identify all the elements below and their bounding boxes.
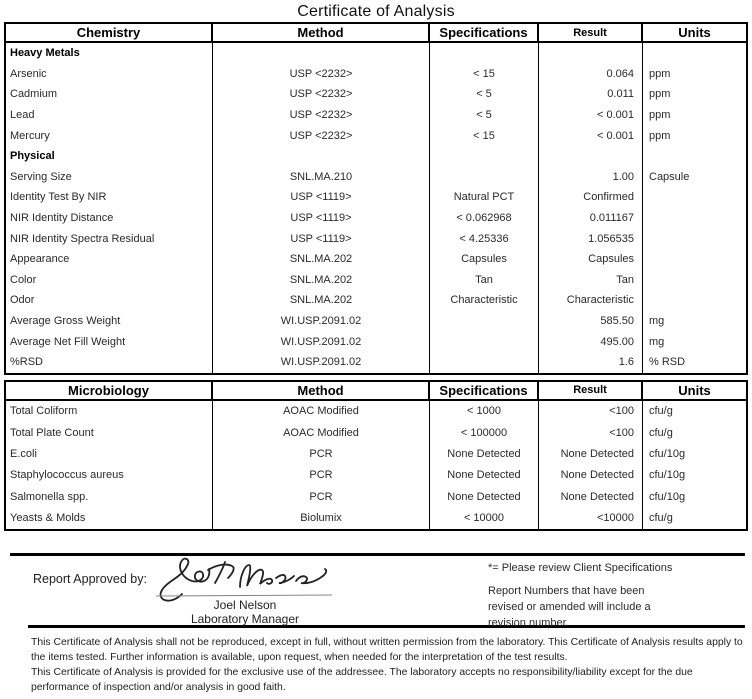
cell-unit: Capsule xyxy=(649,170,690,183)
section-row xyxy=(6,43,746,64)
revision-note: Report Numbers that have been revised or amended will include a revision number. xyxy=(488,584,651,629)
cell-spec: < 1000 xyxy=(430,401,539,422)
cell-method: WI.USP.2091.02 xyxy=(213,352,430,373)
cell-name: Lead xyxy=(6,105,213,126)
table-row xyxy=(6,84,746,105)
approval-section xyxy=(0,556,752,629)
cell-method: AOAC Modified xyxy=(213,401,430,422)
header-units: Units xyxy=(678,25,711,40)
cell-method: USP <1119> xyxy=(213,208,430,229)
report-approved-by-label: Report Approved by: xyxy=(33,571,147,586)
cell-name: Serving Size xyxy=(6,167,213,188)
cell-method xyxy=(213,146,430,167)
cell-method: SNL.MA.202 xyxy=(213,290,430,311)
microbiology-table xyxy=(4,380,748,531)
cell-spec: < 15 xyxy=(430,125,539,146)
cell-unit: ppm xyxy=(649,67,671,80)
table-row xyxy=(6,249,746,270)
cell-spec: None Detected xyxy=(430,443,539,464)
cell-name: Odor xyxy=(6,290,213,311)
table-row xyxy=(6,167,746,188)
table-row xyxy=(6,507,746,528)
cell-name: %RSD xyxy=(6,352,213,373)
cell-name: Appearance xyxy=(6,249,213,270)
cell-result: 0.011 xyxy=(539,84,643,105)
cell-result: < 0.001 xyxy=(539,105,643,126)
table-row xyxy=(6,352,746,373)
cell-method: USP <1119> xyxy=(213,228,430,249)
cell-result: < 0.001 xyxy=(539,125,643,146)
cell-unit xyxy=(643,270,746,291)
cell-result xyxy=(539,43,643,64)
cell-result: 1.6 xyxy=(539,352,643,373)
header-specifications: Specifications xyxy=(430,382,539,399)
footer-disclaimer xyxy=(0,628,752,696)
cell-name: Salmonella spp. xyxy=(6,486,213,507)
cell-unit xyxy=(643,249,746,270)
cell-result: <100 xyxy=(539,422,643,443)
table-row xyxy=(6,465,746,486)
cell-method: PCR xyxy=(213,465,430,486)
cell-spec xyxy=(430,352,539,373)
table-row xyxy=(6,208,746,229)
header-result: Result xyxy=(539,382,643,399)
cell-unit: cfu/10g xyxy=(649,447,686,460)
table-row xyxy=(6,270,746,291)
cell-name: Heavy Metals xyxy=(6,43,213,64)
header-method: Method xyxy=(213,382,430,399)
cell-unit: cfu/10g xyxy=(649,469,686,482)
cell-unit: cfu/g xyxy=(649,405,673,418)
cell-result: 495.00 xyxy=(539,331,643,352)
cell-method: SNL.MA.202 xyxy=(213,270,430,291)
disclaimer-paragraph-1: This Certificate of Analysis shall not be reproduced, except in full, without written permission from the laboratory. This Certificate of Analysis results apply to the items tested. Further information is available, upon request, when needed for the interpretation of the test results. xyxy=(31,636,743,664)
cell-name: Yeasts & Molds xyxy=(6,507,213,528)
table-row xyxy=(6,486,746,507)
table-row xyxy=(6,228,746,249)
table-row xyxy=(6,443,746,464)
cell-spec: Capsules xyxy=(430,249,539,270)
cell-spec xyxy=(430,146,539,167)
cell-name: Arsenic xyxy=(6,64,213,85)
table-row xyxy=(6,105,746,126)
header-method: Method xyxy=(213,24,430,41)
cell-name: Total Coliform xyxy=(6,401,213,422)
cell-unit: ppm xyxy=(649,109,671,122)
disclaimer-paragraph-2: This Certificate of Analysis is provided for the exclusive use of the addressee. The laboratory accepts no responsibility/liability except for the due performance of inspection and/or analysis in good faith. xyxy=(31,667,693,694)
header-specifications: Specifications xyxy=(430,24,539,41)
cell-result: None Detected xyxy=(539,465,643,486)
cell-unit: mg xyxy=(649,335,665,348)
page-title: Certificate of Analysis xyxy=(297,3,455,20)
cell-method: SNL.MA.210 xyxy=(213,167,430,188)
cell-name: E.coli xyxy=(6,443,213,464)
section-row xyxy=(6,146,746,167)
cell-result: <100 xyxy=(539,401,643,422)
cell-method: PCR xyxy=(213,486,430,507)
cell-name: NIR Identity Distance xyxy=(6,208,213,229)
table-row xyxy=(6,125,746,146)
cell-name: Total Plate Count xyxy=(6,422,213,443)
table-row xyxy=(6,187,746,208)
cell-name: NIR Identity Spectra Residual xyxy=(6,228,213,249)
cell-spec xyxy=(430,331,539,352)
signer-title: Laboratory Manager xyxy=(190,611,300,626)
cell-result: Tan xyxy=(539,270,643,291)
cell-result: Characteristic xyxy=(539,290,643,311)
cell-result xyxy=(539,146,643,167)
table-row xyxy=(6,290,746,311)
cell-unit xyxy=(643,146,746,167)
cell-result: None Detected xyxy=(539,486,643,507)
signer-name: Joel Nelson xyxy=(213,597,277,612)
cell-name: Cadmium xyxy=(6,84,213,105)
table-body xyxy=(4,401,748,531)
cell-method: SNL.MA.202 xyxy=(213,249,430,270)
cell-spec: Natural PCT xyxy=(430,187,539,208)
cell-result: 585.50 xyxy=(539,311,643,332)
cell-method: USP <2232> xyxy=(213,125,430,146)
cell-name: Staphylococcus aureus xyxy=(6,465,213,486)
cell-name: Mercury xyxy=(6,125,213,146)
cell-result: Capsules xyxy=(539,249,643,270)
cell-unit xyxy=(643,43,746,64)
cell-unit xyxy=(643,290,746,311)
cell-method: WI.USP.2091.02 xyxy=(213,331,430,352)
cell-spec: < 10000 xyxy=(430,507,539,528)
client-specifications-note: *= Please review Client Specifications xyxy=(488,561,673,574)
cell-spec: < 5 xyxy=(430,84,539,105)
cell-unit: mg xyxy=(649,315,665,328)
cell-unit: cfu/g xyxy=(649,512,673,525)
header-microbiology: Microbiology xyxy=(6,382,213,399)
cell-unit xyxy=(643,208,746,229)
cell-method xyxy=(213,43,430,64)
table-row xyxy=(6,401,746,422)
cell-method: USP <2232> xyxy=(213,64,430,85)
cell-unit xyxy=(643,228,746,249)
cell-unit: ppm xyxy=(649,88,671,101)
cell-spec: None Detected xyxy=(430,465,539,486)
header-result: Result xyxy=(539,24,643,41)
cell-unit: cfu/10g xyxy=(649,490,686,503)
cell-result: 1.00 xyxy=(539,167,643,188)
header-units: Units xyxy=(678,382,711,398)
cell-spec: Characteristic xyxy=(430,290,539,311)
cell-spec xyxy=(430,43,539,64)
chemistry-table xyxy=(4,22,748,375)
cell-unit: cfu/g xyxy=(649,426,673,439)
table-body xyxy=(4,43,748,375)
cell-name: Average Net Fill Weight xyxy=(6,331,213,352)
cell-spec: Tan xyxy=(430,270,539,291)
cell-unit: % RSD xyxy=(649,356,686,369)
table-header-row xyxy=(4,22,748,43)
cell-result: 0.011167 xyxy=(539,208,643,229)
cell-result: <10000 xyxy=(539,507,643,528)
cell-spec: None Detected xyxy=(430,486,539,507)
cell-spec xyxy=(430,311,539,332)
cell-spec: < 15 xyxy=(430,64,539,85)
header-chemistry: Chemistry xyxy=(6,24,213,41)
cell-method: USP <1119> xyxy=(213,187,430,208)
cell-unit: ppm xyxy=(649,129,671,142)
table-row xyxy=(6,64,746,85)
cell-name: Color xyxy=(6,270,213,291)
cell-method: Biolumix xyxy=(213,507,430,528)
cell-name: Physical xyxy=(6,146,213,167)
table-header-row xyxy=(4,380,748,401)
cell-spec: < 0.062968 xyxy=(430,208,539,229)
table-row xyxy=(6,422,746,443)
cell-result: 0.064 xyxy=(539,64,643,85)
table-row xyxy=(6,311,746,332)
cell-name: Average Gross Weight xyxy=(6,311,213,332)
cell-result: 1.056535 xyxy=(539,228,643,249)
cell-spec: < 4.25336 xyxy=(430,228,539,249)
cell-spec: < 5 xyxy=(430,105,539,126)
cell-result: Confirmed xyxy=(539,187,643,208)
table-row xyxy=(6,331,746,352)
cell-method: PCR xyxy=(213,443,430,464)
cell-unit xyxy=(643,187,746,208)
cell-result: None Detected xyxy=(539,443,643,464)
cell-method: USP <2232> xyxy=(213,105,430,126)
cell-method: WI.USP.2091.02 xyxy=(213,311,430,332)
cell-method: AOAC Modified xyxy=(213,422,430,443)
cell-method: USP <2232> xyxy=(213,84,430,105)
cell-spec: < 100000 xyxy=(430,422,539,443)
cell-name: Identity Test By NIR xyxy=(6,187,213,208)
cell-spec xyxy=(430,167,539,188)
